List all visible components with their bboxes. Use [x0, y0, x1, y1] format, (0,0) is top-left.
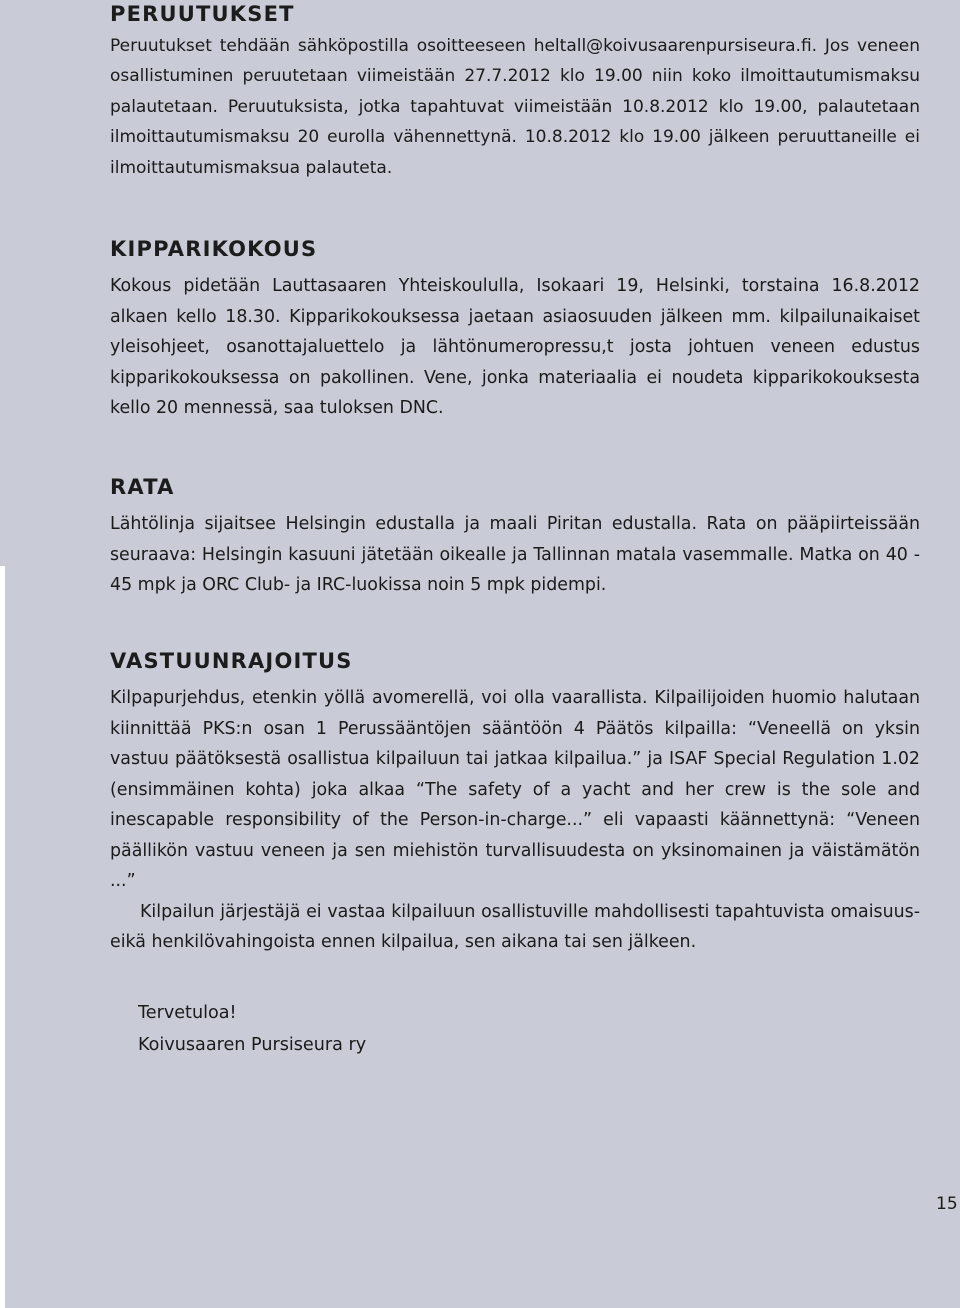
section-kipparikokous	[110, 236, 920, 424]
section-vastuunrajoitus	[110, 648, 920, 958]
section-heading: KIPPARIKOKOUS	[110, 237, 318, 261]
section-heading: RATA	[110, 475, 175, 499]
signoff-greeting: Tervetuloa!	[138, 1003, 237, 1023]
section-heading: PERUUTUKSET	[110, 2, 295, 26]
page-number: 15	[936, 1194, 958, 1214]
section-body: Kokous pidetään Lauttasaaren Yhteiskoululla, Isokaari 19, Helsinki, torstaina 16.8.2012 alkaen kello 18.30. Kipparikokouksessa jaetaan asiaosuuden jälkeen mm. kilpailunaikaiset yleisohjeet, osanottajaluettelo ja lähtönumeropressu,t josta johtuen veneen edustus kipparikokouksessa on pakollinen. Vene, jonka materiaalia ei noudeta kipparikokouksesta kello 20 mennessä, saa tuloksen DNC.	[110, 276, 920, 418]
section-body-paragraph-2: Kilpailun järjestäjä ei vastaa kilpailuun osallistuville mahdollisesti tapahtuvista omaisuus- eikä henkilövahingoista ennen kilpailua, sen aikana tai sen jälkeen.	[110, 901, 920, 952]
section-body: Lähtölinja sijaitsee Helsingin edustalla ja maali Piritan edustalla. Rata on pääpiirteissään seuraava: Helsingin kasuuni jätetään oikealle ja Tallinnan matala vasemmalle. Matka on 40 - 45 mpk ja ORC Club- ja IRC-luokissa noin 5 mpk pidempi.	[110, 514, 920, 595]
signoff	[138, 997, 366, 1061]
section-rata	[110, 474, 920, 601]
page-edge-strip	[0, 566, 5, 1308]
section-peruutukset	[110, 1, 920, 183]
signoff-organization: Koivusaaren Pursiseura ry	[138, 1035, 367, 1055]
section-body: Kilpapurjehdus, etenkin yöllä avomerellä, voi olla vaarallista. Kilpailijoiden huomio halutaan kiinnittää PKS:n osan 1 Perussääntöjen sääntöön 4 Päätös kilpailla: “Veneellä on yksin vastuu päätöksestä osallistua kilpailuun tai jatkaa kilpailua.” ja ISAF Special Regulation 1.02 (ensimmäinen kohta) joka alkaa “The safety of a yacht and her crew is the sole and inescapable responsibility of the Person-in-charge...” eli vapaasti käännettynä: “Veneen päällikön vastuu veneen ja sen miehistön turvallisuudesta on yksinomainen ja väistämätön ...”	[110, 688, 920, 891]
section-heading: VASTUUNRAJOITUS	[110, 649, 353, 673]
section-body: Peruutukset tehdään sähköpostilla osoitteeseen heltall@koivusaarenpursiseura.fi. Jos veneen osallistuminen peruutetaan viimeistään 27.7.2012 klo 19.00 niin koko ilmoittautumismaksu palautetaan. Peruutuksista, jotka tapahtuvat viimeistään 10.8.2012 klo 19.00, palautetaan ilmoittautumismaksu 20 eurolla vähennettynä. 10.8.2012 klo 19.00 jälkeen peruuttaneille ei ilmoittautumismaksua palauteta.	[110, 36, 920, 178]
